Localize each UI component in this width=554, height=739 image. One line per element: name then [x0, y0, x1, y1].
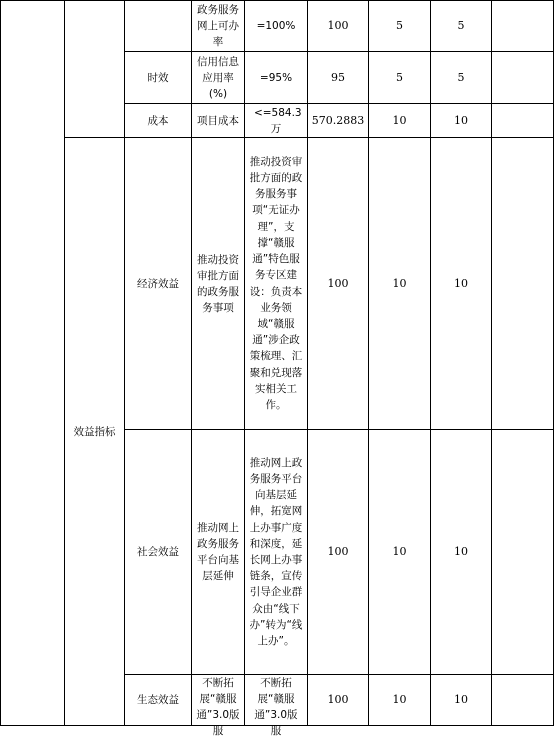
- category-cell: 成本: [147, 114, 169, 127]
- indicator-cell: 推动网上政务服务平台向基层延伸: [197, 522, 239, 582]
- category-cell: 时效: [147, 71, 169, 84]
- target-cell: =95%: [259, 71, 293, 84]
- table-row: [245, 138, 307, 429]
- score-cell: 5: [457, 70, 465, 84]
- table-row: [192, 52, 244, 103]
- benefit-section-label: 效益指标: [73, 425, 116, 438]
- table-row: [192, 138, 244, 429]
- actual-value-cell: 100: [327, 693, 349, 706]
- score-cell: 5: [457, 19, 465, 32]
- indicator-cell: 项目成本: [197, 114, 239, 127]
- target-cell: <=584.3万: [253, 106, 302, 135]
- weight-cell: 10: [392, 276, 407, 290]
- target-cell: 不断拓展“赣服通”3.0版服: [254, 677, 298, 737]
- indicator-cell: 信用信息应用率(%): [197, 55, 239, 100]
- actual-value-cell: 100: [327, 19, 349, 32]
- target-cell: =100%: [256, 20, 296, 32]
- col-divider: [491, 0, 492, 726]
- category-cell: 经济效益: [137, 277, 179, 290]
- indicator-cell: 不断拓展“赣服通”3.0版服: [196, 677, 240, 737]
- score-cell: 10: [454, 693, 468, 706]
- indicator-cell: 政务服务网上可办率: [197, 4, 239, 48]
- weight-cell: 5: [396, 70, 403, 84]
- actual-value-cell: 100: [327, 276, 349, 290]
- weight-cell: 10: [392, 113, 407, 127]
- score-cell: 10: [454, 113, 468, 127]
- weight-cell: 10: [392, 693, 407, 706]
- actual-value-cell: 95: [331, 70, 345, 84]
- indicator-cell: 推动投资审批方面的政务服务事项: [197, 253, 239, 314]
- table-row: [192, 1, 244, 51]
- actual-value-cell: 570.2883: [311, 113, 365, 127]
- table-row: [192, 430, 244, 674]
- target-cell: 推动网上政务服务平台向基层延伸，拓宽网上办事广度和深度，延长网上办事链条，宣传引导企业群众由“线下办”转为“线上办”。: [249, 456, 303, 648]
- weight-cell: 10: [392, 545, 407, 558]
- actual-value-cell: 100: [327, 545, 349, 558]
- score-cell: 10: [454, 276, 468, 290]
- table-row: [245, 675, 307, 737]
- col-divider: [0, 0, 1, 726]
- category-cell: 生态效益: [137, 694, 179, 706]
- target-cell: 推动投资审批方面的政务服务事项“无证办理”，支撑“赣服通”特色服务专区建设：负责本业务领域“赣服通”涉企政策梳理、汇聚和兑现落实相关工作。: [249, 155, 303, 411]
- score-cell: 10: [454, 545, 468, 558]
- weight-cell: 5: [396, 19, 403, 32]
- table-row: [192, 675, 244, 737]
- category-cell: 社会效益: [137, 546, 179, 558]
- table-row: [245, 430, 307, 674]
- table-row: [245, 104, 307, 137]
